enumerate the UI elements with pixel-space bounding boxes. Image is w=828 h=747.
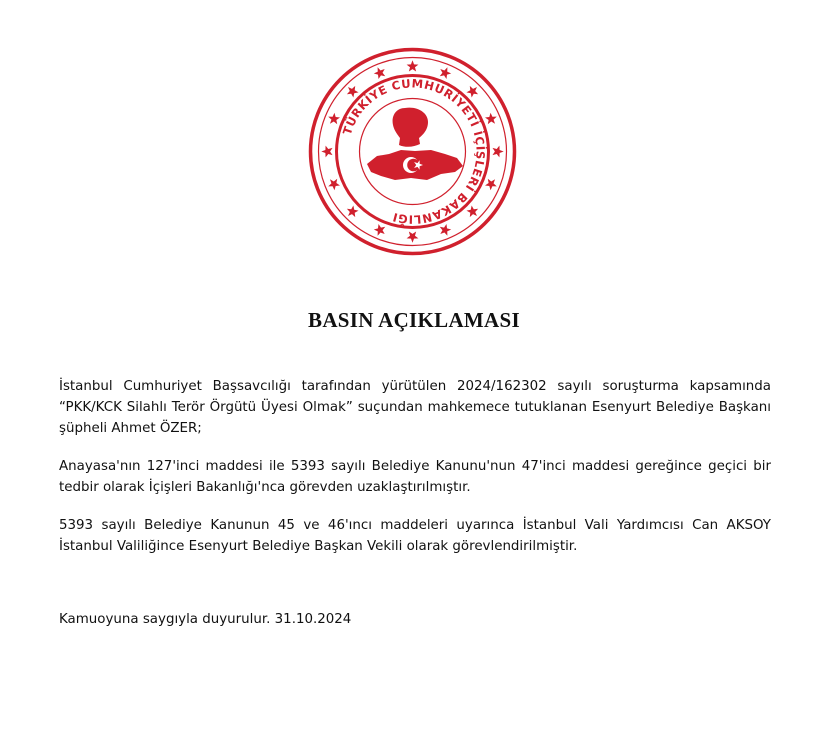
- seal-star-icon: [328, 179, 340, 190]
- seal-star-icon: [347, 205, 359, 217]
- paragraph-1: İstanbul Cumhuriyet Başsavcılığı tarafından yürütülen 2024/162302 sayılı soruşturma kapsamında “PKK/KCK Silahlı Terör Örgütü Üyesi Olmak” suçundan mahkemece tutuklanan Esenyurt Belediye Başkanı şüpheli Ahmet ÖZER;: [59, 379, 771, 436]
- seal-star-icon: [466, 205, 478, 217]
- seal-star-icon: [466, 86, 478, 98]
- seal-star-icon: [492, 146, 503, 158]
- seal-star-icon: [485, 113, 497, 124]
- seal-star-icon: [328, 113, 340, 124]
- seal-star-icon: [374, 67, 385, 79]
- seal-star-icon: [407, 231, 419, 242]
- seal-star-icon: [374, 224, 385, 236]
- svg-text:TÜRKİYE CUMHURİYETİ İÇİŞLERİ B: TÜRKİYE CUMHURİYETİ İÇİŞLERİ BAKANLIĞI: [339, 76, 488, 227]
- document-title: BASIN AÇIKLAMASI: [308, 308, 520, 332]
- seal-star-icon: [440, 67, 451, 79]
- paragraph-3: 5393 sayılı Belediye Kanunun 45 ve 46'ıncı maddeleri uyarınca İstanbul Vali Yardımcısı Can AKSOY İstanbul Valiliğince Esenyurt Belediye Başkan Vekili olarak görevlendirilmiştir.: [59, 518, 771, 554]
- seal-star-icon: [347, 86, 359, 98]
- paragraph-2: Anayasa'nın 127'inci maddesi ile 5393 sayılı Belediye Kanunu'nun 47'inci maddesi gereğince geçici bir tedbir olarak İçişleri Bakanlığı'nca görevden uzaklaştırılmıştır.: [59, 459, 771, 495]
- closing-line: Kamuoyuna saygıyla duyurulur. 31.10.2024: [59, 612, 352, 627]
- seal-star-icon: [440, 224, 451, 236]
- ministry-seal-logo: [307, 46, 518, 257]
- document-body: [59, 376, 771, 574]
- seal-star-icon: [485, 179, 497, 190]
- seal-star-icon: [321, 146, 332, 158]
- seal-star-icon: [407, 60, 419, 71]
